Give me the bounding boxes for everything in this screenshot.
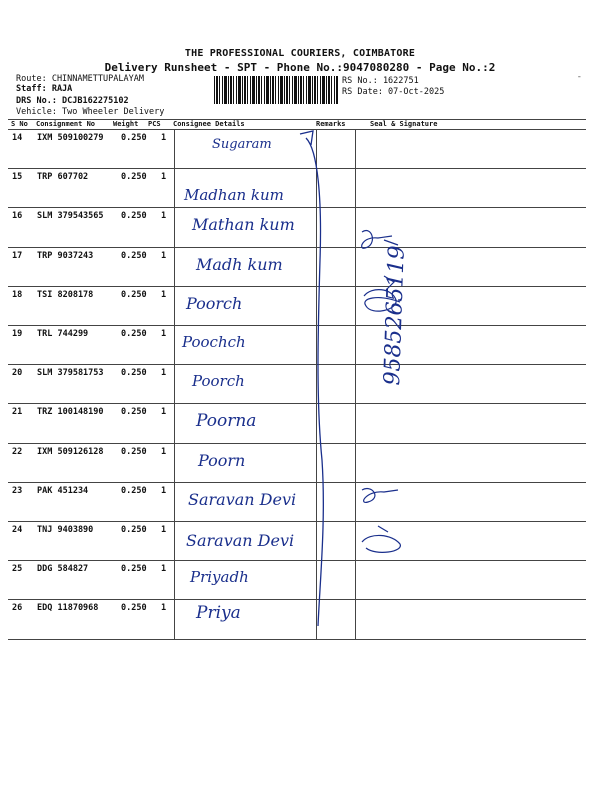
row-sno: 21 xyxy=(12,407,23,418)
row-sno: 25 xyxy=(12,564,23,575)
staff-label: Staff: RAJA xyxy=(16,84,73,94)
row-divider xyxy=(8,482,586,483)
col-divider-remarks xyxy=(316,129,317,639)
row-consignee-handwritten: Madhan kum xyxy=(184,186,284,205)
row-consignee-handwritten: Poochch xyxy=(182,333,246,351)
row-weight: 0.250 xyxy=(121,407,147,418)
handwritten-phone: 9585265119 xyxy=(380,245,410,386)
row-divider xyxy=(8,521,586,522)
row-divider xyxy=(8,247,586,248)
runsheet-table xyxy=(8,119,586,639)
row-weight: 0.250 xyxy=(121,446,147,457)
page-title: THE PROFESSIONAL COURIERS, COIMBATORE xyxy=(184,48,416,59)
col-header-weight: Weight xyxy=(113,120,139,128)
row-divider xyxy=(8,207,586,208)
row-divider xyxy=(8,286,586,287)
row-sno: 24 xyxy=(12,525,23,535)
row-consignment-no: TSI 8208178 xyxy=(37,289,94,300)
col-divider-consignee xyxy=(174,129,175,639)
col-header-signature: Seal & Signature xyxy=(370,120,438,128)
row-consignee-handwritten: Priyadh xyxy=(190,568,249,587)
row-consignee-handwritten: Mathan kum xyxy=(192,215,295,235)
row-weight: 0.250 xyxy=(121,211,147,222)
row-pcs: 1 xyxy=(161,368,167,379)
row-weight: 0.250 xyxy=(121,525,147,535)
row-consignee-handwritten: Poorch xyxy=(192,372,245,391)
row-sno: 19 xyxy=(12,329,23,339)
row-consignment-no: SLM 379581753 xyxy=(37,368,104,379)
row-consignment-no: IXM 509100279 xyxy=(37,133,104,143)
row-pcs: 1 xyxy=(161,564,167,575)
corner-mark: - xyxy=(576,72,582,82)
row-sno: 20 xyxy=(12,368,23,379)
row-pcs: 1 xyxy=(161,446,167,457)
row-sno: 17 xyxy=(12,250,23,261)
col-header-consignee: Consignee Details xyxy=(173,120,245,128)
row-weight: 0.250 xyxy=(121,289,147,300)
col-header-consignment: Consignment No xyxy=(36,120,96,128)
row-sno: 26 xyxy=(12,603,23,614)
row-consignee-handwritten: Saravan Devi xyxy=(188,489,297,509)
row-weight: 0.250 xyxy=(121,603,147,614)
row-pcs: 1 xyxy=(161,133,167,143)
row-consignment-no: PAK 451234 xyxy=(37,485,89,496)
table-header-border xyxy=(8,129,586,130)
runsheet-subtitle: Delivery Runsheet - SPT - Phone No.:9047080280 - Page No.:2 xyxy=(104,61,496,74)
row-consignment-no: TRP 9037243 xyxy=(37,250,94,261)
rs-date: RS Date: 07-Oct-2025 xyxy=(342,87,445,97)
row-consignee-handwritten: Sugaram xyxy=(212,137,272,152)
row-sno: 14 xyxy=(12,133,23,143)
col-divider-signature xyxy=(355,129,356,639)
row-divider xyxy=(8,403,586,404)
barcode xyxy=(214,76,338,104)
row-divider xyxy=(8,325,586,326)
row-weight: 0.250 xyxy=(121,133,147,143)
vehicle-label: Vehicle: Two Wheeler Delivery xyxy=(16,107,165,117)
col-header-pcs: PCS xyxy=(148,120,161,128)
row-pcs: 1 xyxy=(161,407,167,418)
row-consignee-handwritten: Poorn xyxy=(198,450,246,470)
row-pcs: 1 xyxy=(161,172,167,183)
row-pcs: 1 xyxy=(161,250,167,261)
row-consignment-no: SLM 379543565 xyxy=(37,211,104,222)
row-divider xyxy=(8,560,586,561)
col-header-sno: S No xyxy=(11,120,28,128)
row-consignment-no: TRZ 100148190 xyxy=(37,407,104,418)
route-label: Route: CHINNAMETTUPALAYAM xyxy=(16,74,144,84)
row-pcs: 1 xyxy=(161,485,167,496)
row-divider xyxy=(8,599,586,600)
row-pcs: 1 xyxy=(161,289,167,300)
row-pcs: 1 xyxy=(161,525,167,535)
row-sno: 18 xyxy=(12,289,23,300)
row-consignment-no: TNJ 9403890 xyxy=(37,525,94,535)
row-sno: 22 xyxy=(12,446,23,457)
row-sno: 15 xyxy=(12,172,23,183)
row-pcs: 1 xyxy=(161,603,167,614)
row-divider xyxy=(8,168,586,169)
rs-number: RS No.: 1622751 xyxy=(342,76,419,86)
row-consignment-no: IXM 509126128 xyxy=(37,446,104,457)
row-divider xyxy=(8,443,586,444)
row-consignee-handwritten: Madh kum xyxy=(196,254,283,274)
row-weight: 0.250 xyxy=(121,564,147,575)
row-sno: 16 xyxy=(12,211,23,222)
row-weight: 0.250 xyxy=(121,250,147,261)
row-consignment-no: TRP 607702 xyxy=(37,172,89,183)
drs-number: DRS No.: DCJB162275102 xyxy=(16,96,129,106)
row-consignment-no: EDQ 11870968 xyxy=(37,603,99,614)
row-weight: 0.250 xyxy=(121,172,147,183)
row-sno: 23 xyxy=(12,485,23,496)
row-weight: 0.250 xyxy=(121,485,147,496)
row-consignment-no: TRL 744299 xyxy=(37,329,89,339)
row-divider xyxy=(8,639,586,640)
row-divider xyxy=(8,364,586,365)
row-weight: 0.250 xyxy=(121,329,147,339)
row-consignee-handwritten: Poorna xyxy=(196,411,257,432)
row-consignee-handwritten: Priya xyxy=(196,603,241,624)
row-weight: 0.250 xyxy=(121,368,147,379)
row-pcs: 1 xyxy=(161,329,167,339)
row-pcs: 1 xyxy=(161,211,167,222)
col-header-remarks: Remarks xyxy=(316,120,346,128)
row-consignee-handwritten: Poorch xyxy=(186,293,243,313)
row-consignment-no: DDG 584827 xyxy=(37,564,89,575)
row-consignee-handwritten: Saravan Devi xyxy=(186,531,295,550)
